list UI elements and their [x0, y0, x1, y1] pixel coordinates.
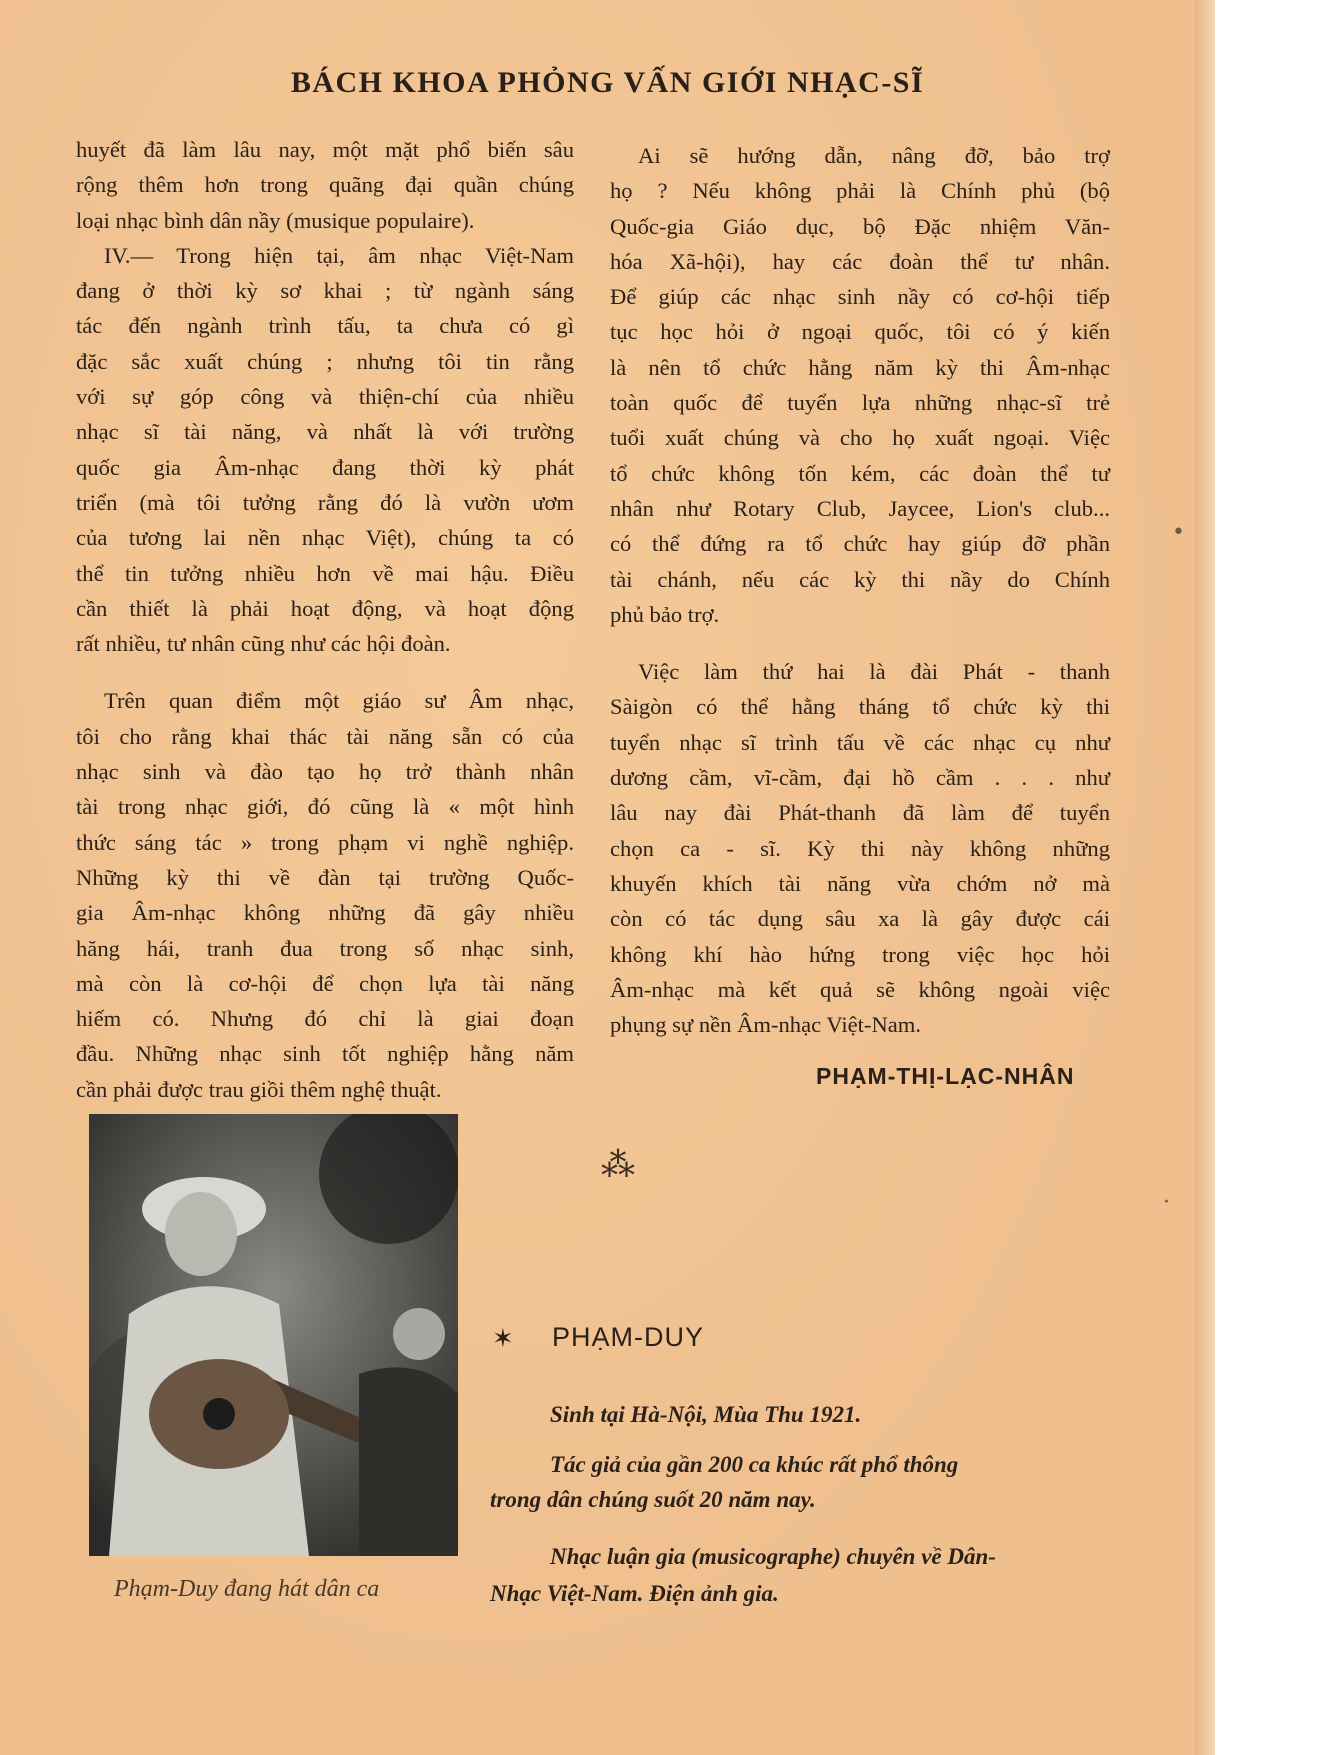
text-line: đầu. Những nhạc sinh tốt nghiệp hằng năm: [76, 1041, 574, 1067]
left-paragraph-3: [76, 683, 574, 1107]
text-line: lâu nay đài Phát-thanh đã làm để tuyển: [610, 800, 1110, 826]
text-line: đang ở thời kỳ sơ khai ; từ ngành sáng: [76, 278, 574, 304]
text-line: quốc gia Âm-nhạc đang thời kỳ phát: [76, 454, 574, 480]
text-line: đặc sắc xuất chúng ; nhưng tôi tin rằng: [76, 348, 574, 374]
text-line: IV.— Trong hiện tại, âm nhạc Việt-Nam: [104, 242, 574, 268]
text-line: tục học hỏi ở ngoại quốc, tôi có ý kiến: [610, 319, 1110, 345]
text-line: Âm-nhạc mà kết quả sẽ không ngoài việc: [610, 976, 1110, 1002]
text-line: phủ bảo trợ.: [610, 601, 720, 627]
left-paragraph-2: [76, 238, 574, 662]
text-line: nhạc sinh và đào tạo họ trở thành nhân: [76, 759, 574, 785]
text-line: nhân như Rotary Club, Jaycee, Lion's club...: [610, 495, 1110, 521]
text-line: hăng hái, tranh đua trong số nhạc sinh,: [76, 935, 574, 961]
bio-line: Nhạc luận gia (musicographe) chuyên về Dân-: [550, 1544, 996, 1569]
text-line: họ ? Nếu không phải là Chính phủ (bộ: [610, 178, 1110, 204]
text-line: Quốc-gia Giáo dục, bộ Đặc nhiệm Văn-: [610, 213, 1110, 239]
text-line: Trên quan điểm một giáo sư Âm nhạc,: [104, 688, 574, 714]
text-line: hiếm có. Nhưng đó chỉ là giai đoạn: [76, 1006, 574, 1032]
left-paragraph-1: [76, 132, 574, 238]
text-line: loại nhạc bình dân nầy (musique populaire).: [76, 207, 475, 233]
photo-pham-duy: [89, 1114, 458, 1556]
text-line: tôi cho rằng khai thác tài năng sẵn có của: [76, 723, 574, 749]
text-line: toàn quốc để tuyển lựa những nhạc-sĩ trẻ: [610, 390, 1110, 416]
text-line: tác đến ngành trình tấu, ta chưa có gì: [76, 313, 574, 339]
text-line: Để giúp các nhạc sinh nầy có cơ-hội tiếp: [610, 284, 1110, 310]
ornament-icon: ⁂: [601, 1145, 635, 1185]
text-line: rất nhiều, tư nhân cũng như các hội đoàn.: [76, 631, 451, 657]
paper-speck: •: [1172, 520, 1185, 545]
text-line: Ai sẽ hướng dẫn, nâng đỡ, bảo trợ: [638, 143, 1110, 168]
right-paragraph-1: [610, 138, 1110, 632]
author-signature: PHẠM-THỊ-LẠC-NHÂN: [816, 1063, 1075, 1089]
text-line: tuyển nhạc sĩ trình tấu về các nhạc cụ như: [610, 729, 1110, 755]
text-line: không khí hào hứng trong việc học hỏi: [610, 941, 1110, 967]
bio-name: PHẠM-DUY: [552, 1322, 705, 1352]
text-line: triển (mà tôi tưởng rằng đó là vườn ươm: [76, 489, 574, 515]
text-line: huyết đã làm lâu nay, một mặt phổ biến sâu: [76, 137, 574, 162]
bio-line: Tác giả của gần 200 ca khúc rất phổ thông: [550, 1452, 959, 1477]
bio-line: Nhạc Việt-Nam. Điện ảnh gia.: [490, 1581, 779, 1606]
text-line: Những kỳ thi về đàn tại trường Quốc-: [76, 864, 574, 890]
text-line: còn có tác dụng sâu xa là gây được cái: [610, 906, 1110, 932]
text-line: rộng thêm hơn trong quãng đại quần chúng: [76, 172, 574, 198]
right-column: [610, 138, 1110, 1042]
text-line: nhạc sĩ tài năng, và nhất là với trường: [76, 419, 574, 445]
star-icon: ✶: [492, 1324, 514, 1354]
text-line: dương cầm, vĩ-cầm, đại hồ cầm . . . như: [610, 765, 1110, 791]
text-line: tuổi xuất chúng và cho họ xuất ngoại. Việc: [610, 425, 1110, 451]
photo-caption: Phạm-Duy đang hát dân ca: [114, 1576, 380, 1602]
text-line: gia Âm-nhạc không những đã gây nhiều: [76, 900, 574, 926]
text-line: với sự góp công và thiện-chí của nhiều: [76, 384, 574, 410]
paper-speck: ·: [1163, 1190, 1170, 1215]
text-line: phụng sự nền Âm-nhạc Việt-Nam.: [610, 1012, 922, 1038]
text-line: Việc làm thứ hai là đài Phát - thanh: [638, 659, 1110, 685]
text-line: tài chánh, nếu các kỳ thi nầy do Chính: [610, 566, 1110, 592]
text-line: thức sáng tác » trong phạm vi nghề nghiệp.: [76, 829, 574, 855]
text-line: thể tin tưởng nhiều hơn về mai hậu. Điều: [76, 560, 574, 586]
right-paragraph-2: [610, 654, 1110, 1042]
text-line: chọn ca - sĩ. Kỳ thi này không những: [610, 835, 1110, 861]
text-line: hóa Xã-hội), hay các đoàn thể tư nhân.: [610, 248, 1110, 274]
text-line: có thể đứng ra tổ chức hay giúp đỡ phần: [610, 531, 1110, 557]
text-line: là nên tổ chức hằng năm kỳ thi Âm-nhạc: [610, 354, 1110, 380]
left-column: [76, 132, 574, 1107]
bio-line: Sinh tại Hà-Nội, Mùa Thu 1921.: [550, 1402, 862, 1427]
page-edge: [1195, 0, 1215, 1755]
text-line: tài trong nhạc giới, đó cũng là « một hình: [76, 794, 574, 820]
text-line: tổ chức không tốn kém, các đoàn thể tư: [610, 460, 1110, 486]
text-line: khuyến khích tài năng vừa chớm nở mà: [610, 870, 1110, 896]
text-line: cần thiết là phải hoạt động, và hoạt động: [76, 595, 574, 621]
text-line: của tương lai nền nhạc Việt), chúng ta có: [76, 525, 574, 551]
bio-line: trong dân chúng suốt 20 năm nay.: [490, 1487, 816, 1512]
text-line: mà còn là cơ-hội để chọn lựa tài năng: [76, 970, 574, 996]
text-line: Sàigòn có thể hằng tháng tổ chức kỳ thi: [610, 694, 1110, 720]
text-line: cần phải được trau giồi thêm nghệ thuật.: [76, 1076, 442, 1102]
page-header: BÁCH KHOA PHỎNG VẤN GIỚI NHẠC-SĨ: [290, 66, 925, 99]
